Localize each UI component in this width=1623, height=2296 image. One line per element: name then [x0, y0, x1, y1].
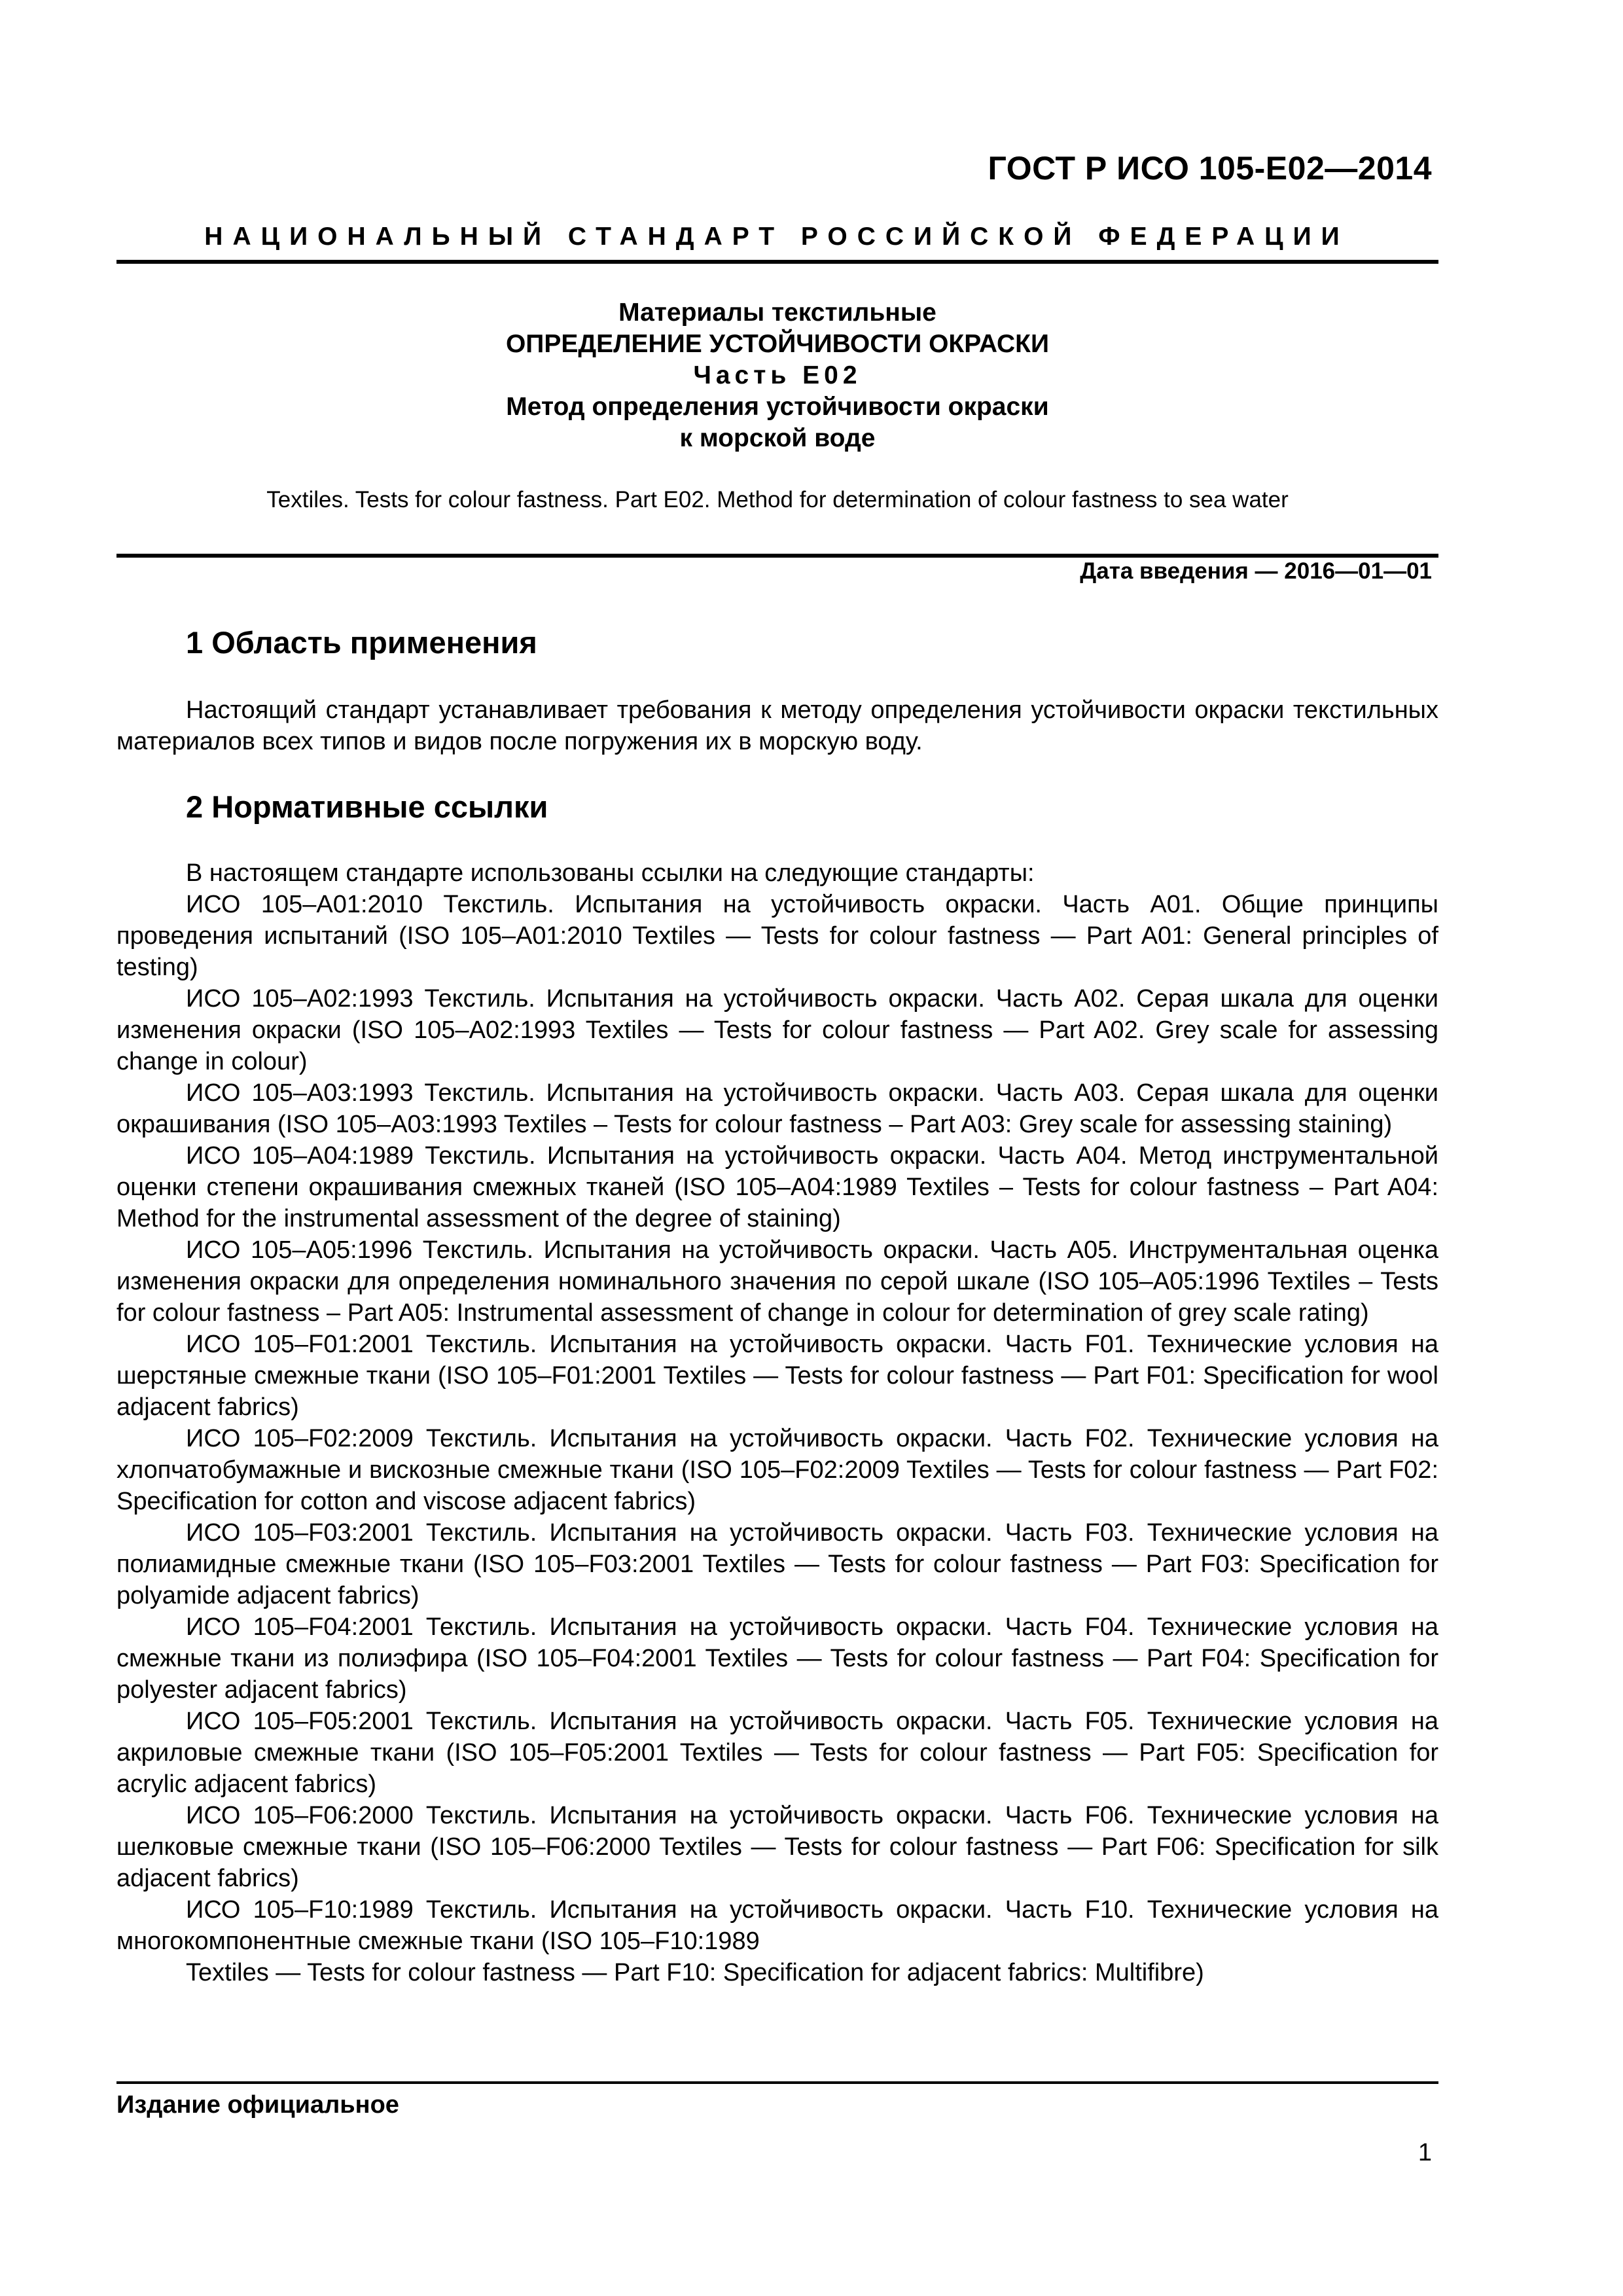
english-title: Textiles. Tests for colour fastness. Part E02. Method for determination of colour fastness to sea water — [266, 487, 1289, 512]
title-line-1: Материалы текстильные — [618, 298, 936, 327]
section-1-heading: 1 Область применения — [186, 625, 537, 660]
title-line-5: к морской воде — [679, 424, 876, 452]
reference-item: Textiles — Tests for colour fastness — Part F10: Specification for adjacent fabrics: Multifibre) — [186, 1959, 1204, 1986]
title-block — [116, 297, 1438, 454]
title-line-2: ОПРЕДЕЛЕНИЕ УСТОЙЧИВОСТИ ОКРАСКИ — [505, 330, 1050, 358]
reference-item: ИСО 105–F04:2001 Текстиль. Испытания на устойчивость окраски. Часть F04. Технические условия на смежные ткани из полиэфира (ISO 105–F04:2001 Textiles — Tests for colour fastness — Part F04: Specification for polyester adjacent fabrics) — [116, 1613, 1438, 1704]
section-1-paragraph: Настоящий стандарт устанавливает требования к методу определения устойчивости окраски текстильных материалов всех типов и видов после погружения их в морскую воду. — [116, 696, 1438, 755]
reference-item: ИСО 105–F01:2001 Текстиль. Испытания на устойчивость окраски. Часть F01. Технические условия на шерстяные смежные ткани (ISO 105–F01:2001 Textiles — Tests for colour fastness — Part F01: Specification for wool adjacent fabrics) — [116, 1331, 1438, 1421]
reference-item: ИСО 105–А01:2010 Текстиль. Испытания на устойчивость окраски. Часть А01. Общие принципы проведения испытаний (ISO 105–A01:2010 Textiles — Tests for colour fastness — Part A01: General principles of testing) — [116, 891, 1438, 981]
standard-designation: ГОСТ Р ИСО 105-Е02—2014 — [988, 150, 1432, 187]
section-2-heading: 2 Нормативные ссылки — [186, 789, 548, 824]
references-intro: В настоящем стандарте использованы ссылки на следующие стандарты: — [186, 859, 1035, 887]
footer-rule — [116, 2081, 1438, 2084]
reference-item: ИСО 105–А02:1993 Текстиль. Испытания на устойчивость окраски. Часть А02. Серая шкала для оценки изменения окраски (ISO 105–A02:1993 Textiles — Tests for colour fastness — Part A02. Grey scale for assessing change in colour) — [116, 985, 1438, 1075]
reference-item: ИСО 105–F10:1989 Текстиль. Испытания на устойчивость окраски. Часть F10. Технические условия на многокомпонентные смежные ткани (ISO 105–F10:1989 — [116, 1896, 1438, 1955]
reference-item: ИСО 105–F02:2009 Текстиль. Испытания на устойчивость окраски. Часть F02. Технические условия на хлопчатобумажные и вискозные смежные ткани (ISO 105–F02:2009 Textiles — Tests for colour fastness — Part F02: Specification for cotton and viscose adjacent fabrics) — [116, 1425, 1438, 1515]
reference-item: ИСО 105–F05:2001 Текстиль. Испытания на устойчивость окраски. Часть F05. Технические условия на акриловые смежные ткани (ISO 105–F05:2001 Textiles — Tests for colour fastness — Part F05: Specification for acrylic adjacent fabrics) — [116, 1708, 1438, 1798]
reference-item: ИСО 105–А03:1993 Текстиль. Испытания на устойчивость окраски. Часть А03. Серая шкала для оценки окрашивания (ISO 105–A03:1993 Textiles – Tests for colour fastness – Part A03: Grey scale for assessing staining) — [116, 1079, 1438, 1138]
title-line-4: Метод определения устойчивости окраски — [506, 393, 1049, 421]
page-number: 1 — [1418, 2139, 1432, 2166]
title-line-3: Часть Е02 — [693, 361, 862, 389]
introduction-date: Дата введения — 2016—01—01 — [1080, 558, 1432, 584]
section-1-body — [116, 694, 1438, 757]
official-edition-label: Издание официальное — [116, 2091, 399, 2119]
header-rule — [116, 260, 1438, 264]
title-rule — [116, 554, 1438, 558]
reference-item: ИСО 105–F03:2001 Текстиль. Испытания на устойчивость окраски. Часть F03. Технические условия на полиамидные смежные ткани (ISO 105–F03:2001 Textiles — Tests for colour fastness — Part F03: Specification for polyamide adjacent fabrics) — [116, 1519, 1438, 1609]
section-2-body — [116, 857, 1438, 1988]
national-standard-line: НАЦИОНАЛЬНЫЙ СТАНДАРТ РОССИЙСКОЙ ФЕДЕРАЦИИ — [204, 223, 1349, 251]
reference-item: ИСО 105–F06:2000 Текстиль. Испытания на устойчивость окраски. Часть F06. Технические условия на шелковые смежные ткани (ISO 105–F06:2000 Textiles — Tests for colour fastness — Part F06: Specification for silk adjacent fabrics) — [116, 1802, 1438, 1892]
reference-item: ИСО 105–А05:1996 Текстиль. Испытания на устойчивость окраски. Часть А05. Инструментальная оценка изменения окраски для определения номинального значения по серой шкале (ISO 105–A05:1996 Textiles – Tests for colour fastness – Part A05: Instrumental assessment of change in colour for determination of grey scale rating) — [116, 1236, 1438, 1327]
reference-item: ИСО 105–А04:1989 Текстиль. Испытания на устойчивость окраски. Часть А04. Метод инструментальной оценки степени окрашивания смежных тканей (ISO 105–A04:1989 Textiles – Tests for colour fastness – Part A04: Method for the instrumental assessment of the degree of staining) — [116, 1142, 1438, 1232]
